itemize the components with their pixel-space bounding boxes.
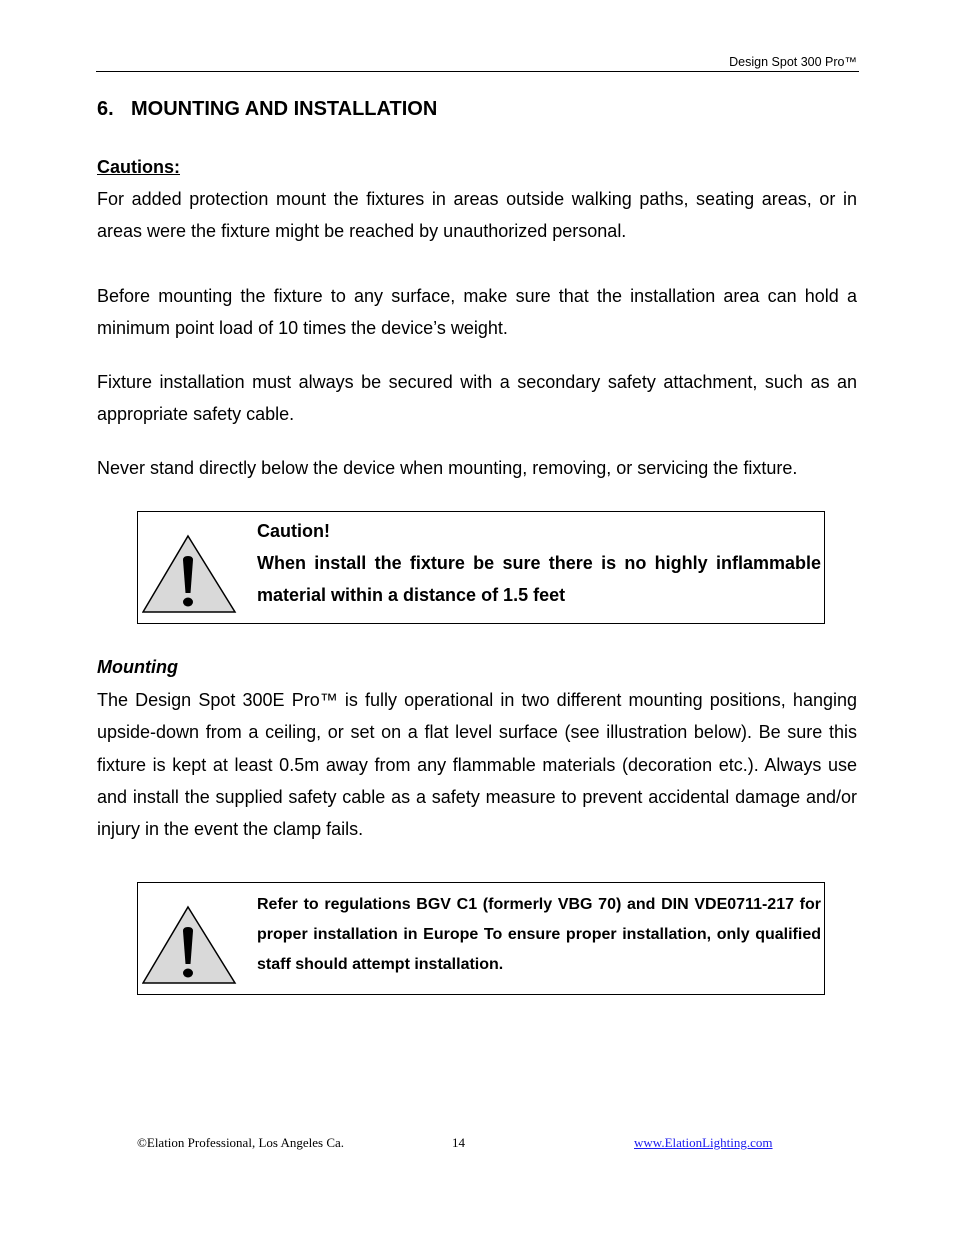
- header-rule: [96, 71, 859, 72]
- caution-heading: Caution!: [257, 521, 330, 541]
- website-link[interactable]: www.ElationLighting.com: [634, 1135, 773, 1150]
- footer-copyright: ©Elation Professional, Los Angeles Ca.: [137, 1135, 345, 1150]
- warning-triangle-icon: [142, 533, 238, 617]
- section-heading: [97, 98, 437, 121]
- caution-body: When install the fixture be sure there is no highly inflammable material within a distance of 1.5 feet: [257, 553, 821, 605]
- page-number: 14: [452, 1135, 465, 1150]
- cautions-paragraph-3: Fixture installation must always be secured with a secondary safety attachment, such as an appropriate safety cable.: [97, 372, 857, 424]
- header-title: Design Spot 300 Pro™: [729, 55, 857, 69]
- caution-box-flammable: [137, 511, 825, 624]
- mounting-paragraph: The Design Spot 300E Pro™ is fully operational in two different mounting positions, hanging upside-down from a ceiling, or set on a flat level surface (see illustration below). Be sure this fixture is kept at least 0.5m away from any flammable materials (decoration etc.). Always use and install the supplied safety cable as a safety measure to prevent accidental damage and/or injury in the event the clamp fails.: [97, 690, 857, 840]
- cautions-title: Cautions:: [97, 157, 180, 177]
- cautions-paragraph-4: Never stand directly below the device when mounting, removing, or servicing the fixture.: [97, 458, 798, 478]
- caution-box-2-text: [257, 890, 821, 980]
- regulations-body: Refer to regulations BGV C1 (formerly VBG 70) and DIN VDE0711-217 for proper installation in Europe To ensure proper installation, only qualified staff should attempt installation.: [257, 896, 821, 973]
- warning-triangle-icon: [142, 904, 238, 988]
- mounting-title: Mounting: [97, 657, 178, 677]
- section-number: 6.: [97, 98, 114, 120]
- caution-box-regulations: [137, 882, 825, 995]
- section-title: MOUNTING AND INSTALLATION: [131, 98, 438, 120]
- cautions-paragraph-2: Before mounting the fixture to any surface, make sure that the installation area can hold a minimum point load of 10 times the device’s weight.: [97, 286, 857, 338]
- caution-box-1-text: [257, 515, 821, 611]
- cautions-paragraph-1: For added protection mount the fixtures in areas outside walking paths, seating areas, or in areas were the fixture might be reached by unauthorized personal.: [97, 189, 857, 241]
